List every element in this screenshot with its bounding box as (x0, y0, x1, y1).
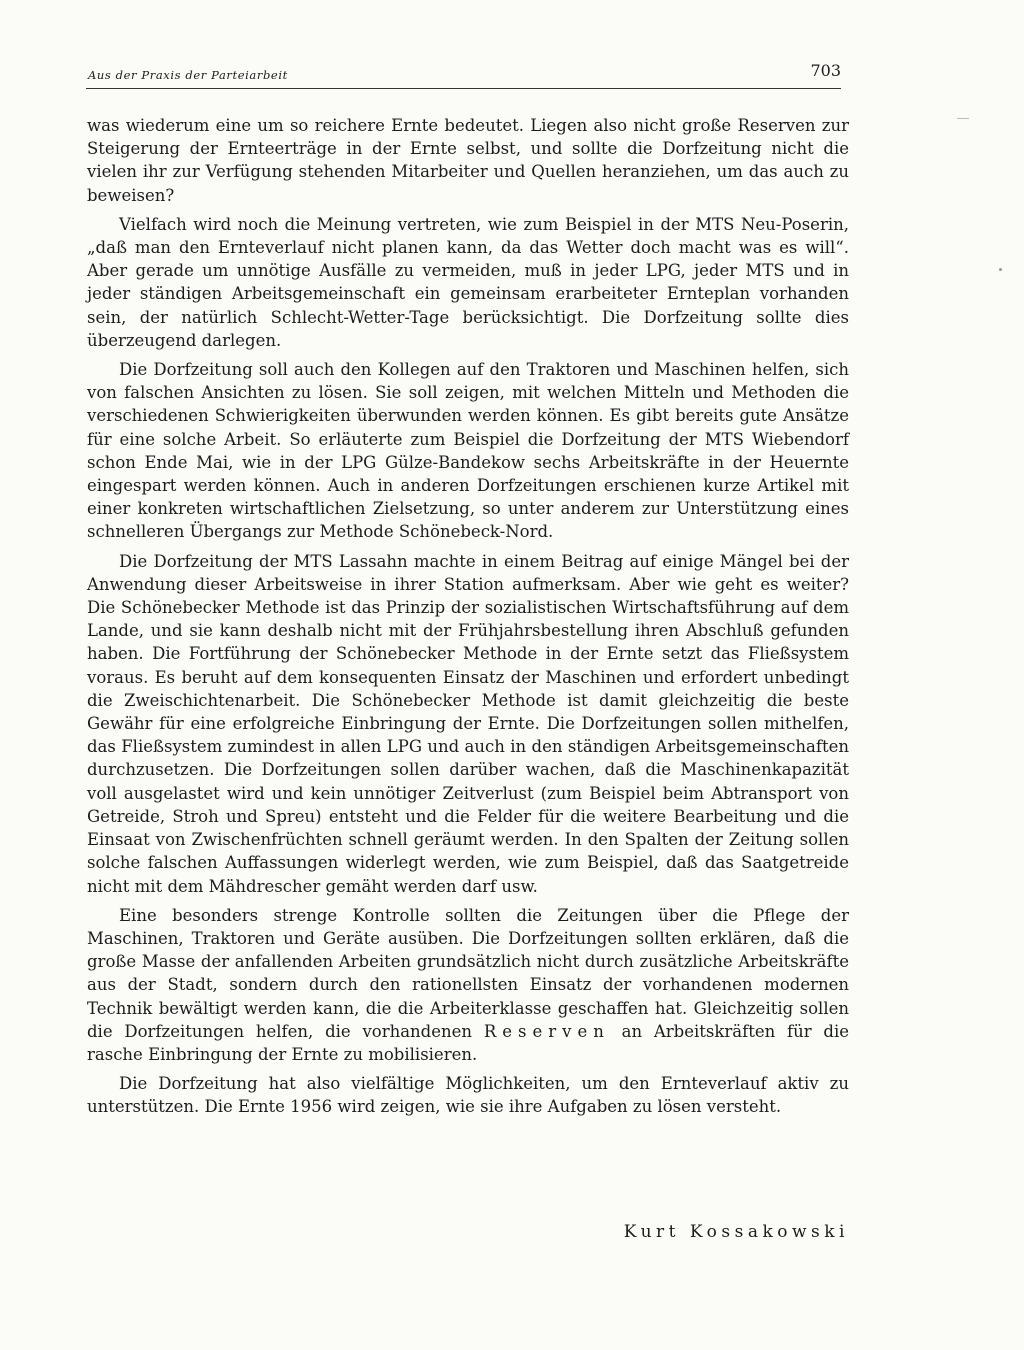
paragraph-5 (87, 904, 849, 1066)
article-body (87, 114, 849, 1125)
paragraph-2: Vielfach wird noch die Meinung vertreten, wie zum Beispiel in der MTS Neu-Poserin, „daß man den Ernteverlauf nicht planen kann, da das Wetter doch macht was es will“. Aber gerade um unnötige Ausfälle zu vermeiden, muß in jeder LPG, jeder MTS und in jeder ständigen Arbeitsgemeinschaft ein gemeinsam erarbeiteter Ernteplan vorhanden sein, der natürlich Schlecht-Wetter-Tage berücksichtigt. Die Dorfzeitung sollte dies überzeugend darlegen. (87, 214, 849, 350)
paragraph-4: Die Dorfzeitung der MTS Lassahn machte in einem Beitrag auf einige Mängel bei der Anwendung dieser Arbeitsweise in ihrer Station aufmerksam. Aber wie geht es weiter? Die Schönebecker Methode ist das Prinzip der sozialistischen Wirtschaftsführung auf dem Lande, und sie kann deshalb nicht mit der Frühjahrsbestellung ihren Abschluß gefunden haben. Die Fortführung der Schönebecker Methode in der Ernte setzt das Fließsystem voraus. Es beruht auf dem konsequenten Einsatz der Maschinen und erfordert unbedingt die Zweischichtenarbeit. Die Schönebecker Methode ist damit gleichzeitig die beste Gewähr für eine erfolgreiche Einbringung der Ernte. Die Dorfzeitungen sollen mithelfen, das Fließsystem zumindest in allen LPG und auch in den ständigen Arbeitsgemeinschaften durchzusetzen. Die Dorfzeitungen sollen darüber wachen, daß die Maschinenkapazität voll ausgelastet wird und kein unnötiger Zeitverlust (zum Beispiel beim Abtransport von Getreide, Stroh und Spreu) entsteht und die Felder für die weitere Bearbeitung und die Einsaat von Zwischenfrüchten schnell geräumt werden. In den Spalten der Zeitung sollen solche falschen Auffassungen widerlegt werden, wie zum Beispiel, daß das Saatgetreide nicht mit dem Mähdrescher gemäht werden darf usw. (87, 551, 849, 896)
paragraph-1: was wiederum eine um so reichere Ernte bedeutet. Liegen also nicht große Reserven zur Steigerung der Ernteerträge in der Ernte selbst, und sollte die Dorfzeitung nicht die vielen ihr zur Verfügung stehenden Mitarbeiter und Quellen heranziehen, um das auch zu beweisen? (87, 116, 849, 205)
paragraph-5-text-end: an Arbeitskräften für die rasche Einbringung der Ernte zu mobilisieren. (87, 1021, 849, 1064)
author-signature: Kurt Kossakowski (623, 1222, 849, 1242)
paragraph-3: Die Dorfzeitung soll auch den Kollegen auf den Traktoren und Maschinen helfen, sich von falschen Ansichten zu lösen. Sie soll zeigen, mit welchen Mitteln und Methoden die verschiedenen Schwierigkeiten überwunden werden können. Es gibt bereits gute Ansätze für eine solche Arbeit. So erläuterte zum Beispiel die Dorfzeitung der MTS Wiebendorf schon Ende Mai, wie in der LPG Gülze-Bandekow sechs Arbeitskräfte in der Heuernte eingespart werden können. Auch in anderen Dorfzeitungen erschienen kurze Artikel mit einer konkreten wirtschaftlichen Zielsetzung, so unter anderem zur Unterstützung eines schnelleren Übergangs zur Methode Schönebeck-Nord. (87, 360, 849, 542)
running-head: Aus der Praxis der Parteiarbeit (88, 68, 288, 82)
page-number: 703 (810, 61, 841, 80)
edge-mark (957, 118, 969, 119)
paragraph-5-text-start: Eine besonders strenge Kontrolle sollten die Zeitungen über die Pflege der Maschinen, Traktoren und Geräte ausüben. Die Dorfzeitungen sollten erklären, daß die große Masse der anfallenden Arbeiten grundsätzlich nicht durch zusätzliche Arbeitskräfte aus der Stadt, sondern durch den rationellsten Einsatz der vorhandenen modernen Technik bewältigt werden kann, die die Arbeiterklasse geschaffen hat. Gleichzeitig sollen die Dorfzeitungen helfen, die vorhandenen (87, 905, 849, 1041)
emphasis-reserven: Reserven (483, 1021, 610, 1041)
paper-speck (999, 268, 1002, 271)
page-header (86, 58, 841, 89)
paragraph-6: Die Dorfzeitung hat also vielfältige Möglichkeiten, um den Ernteverlauf aktiv zu unterstützen. Die Ernte 1956 wird zeigen, wie sie ihre Aufgaben zu lösen versteht. (87, 1074, 849, 1117)
